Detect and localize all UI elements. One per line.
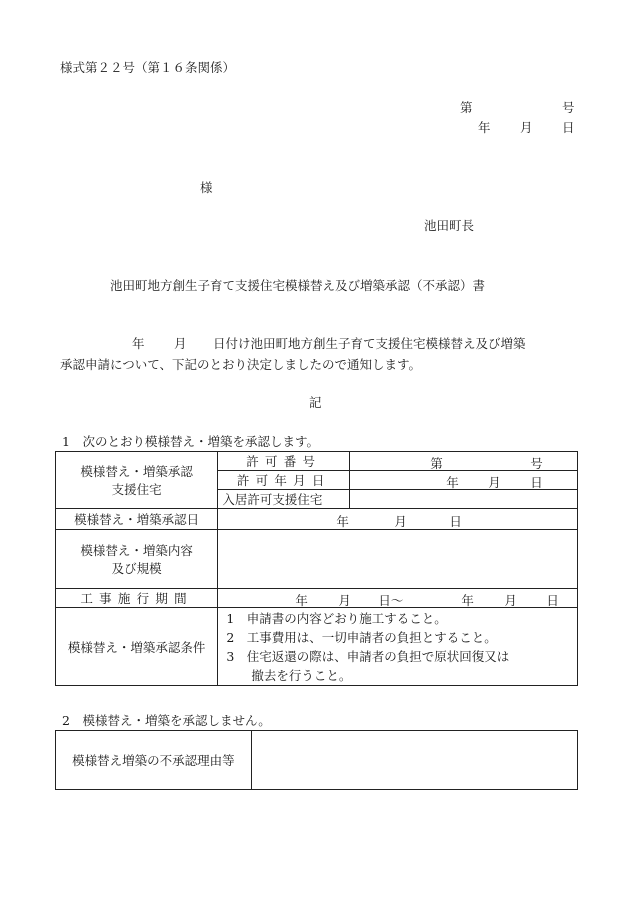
rejection-reason-value <box>251 731 577 790</box>
conditions-label: 模様替え・増築承認条件 <box>56 608 218 686</box>
period-value: 年 月 日～ 年 月 日 <box>218 589 578 608</box>
rejection-reason-label: 模様替え増築の不承認理由等 <box>56 731 252 790</box>
doc-date-month: 月 <box>520 120 533 135</box>
condition-item: 撤去を行うこと。 <box>226 667 352 683</box>
section-1-heading: 1 次のとおり模様替え・増築を承認します。 <box>62 434 319 449</box>
body-date-month: 月 <box>174 336 187 351</box>
resident-permit-value <box>350 490 578 509</box>
doc-date-year: 年 <box>478 120 491 135</box>
permit-number-value: 第 号 <box>350 452 578 471</box>
content-value <box>218 530 578 589</box>
housing-label: 模様替え・増築承認 支援住宅 <box>56 452 218 509</box>
form-number: 様式第２２号（第１６条関係） <box>60 60 236 75</box>
period-label: 工事施行期間 <box>56 589 218 608</box>
permit-date-value: 年 月 日 <box>350 471 578 490</box>
addressee-suffix: 様 <box>200 180 213 195</box>
resident-permit-label: 入居許可支援住宅 <box>218 490 350 509</box>
doc-date-day: 日 <box>562 120 575 135</box>
content-label: 模様替え・増築内容 及び規模 <box>56 530 218 589</box>
body-line-1: 日付け池田町地方創生子育て支援住宅模様替え及び増築 <box>213 336 526 351</box>
approval-date-value: 年 月 日 <box>218 509 578 530</box>
permit-date-label: 許可年月日 <box>218 471 350 490</box>
conditions-list <box>218 608 578 686</box>
issuer: 池田町長 <box>424 218 475 233</box>
condition-item: 1 申請書の内容どおり施工すること。 <box>226 610 447 626</box>
condition-item: 2 工事費用は、一切申請者の負担とすること。 <box>226 629 497 645</box>
ki-heading: 記 <box>309 395 322 410</box>
rejection-table <box>55 730 578 790</box>
approval-date-label: 模様替え・増築承認日 <box>56 509 218 530</box>
document-title: 池田町地方創生子育て支援住宅模様替え及び増築承認（不承認）書 <box>110 278 486 293</box>
section-2-heading: 2 模様替え・増築を承認しません。 <box>62 713 271 728</box>
condition-item: 3 住宅返還の際は、申請者の負担で原状回復又は <box>226 648 510 664</box>
approval-table <box>55 451 578 686</box>
permit-number-label: 許可番号 <box>218 452 350 471</box>
doc-number-prefix: 第 <box>460 100 473 115</box>
body-line-2: 承認申請について、下記のとおり決定しましたので通知します。 <box>60 357 422 372</box>
body-date-year: 年 <box>132 336 145 351</box>
doc-number-suffix: 号 <box>562 100 575 115</box>
